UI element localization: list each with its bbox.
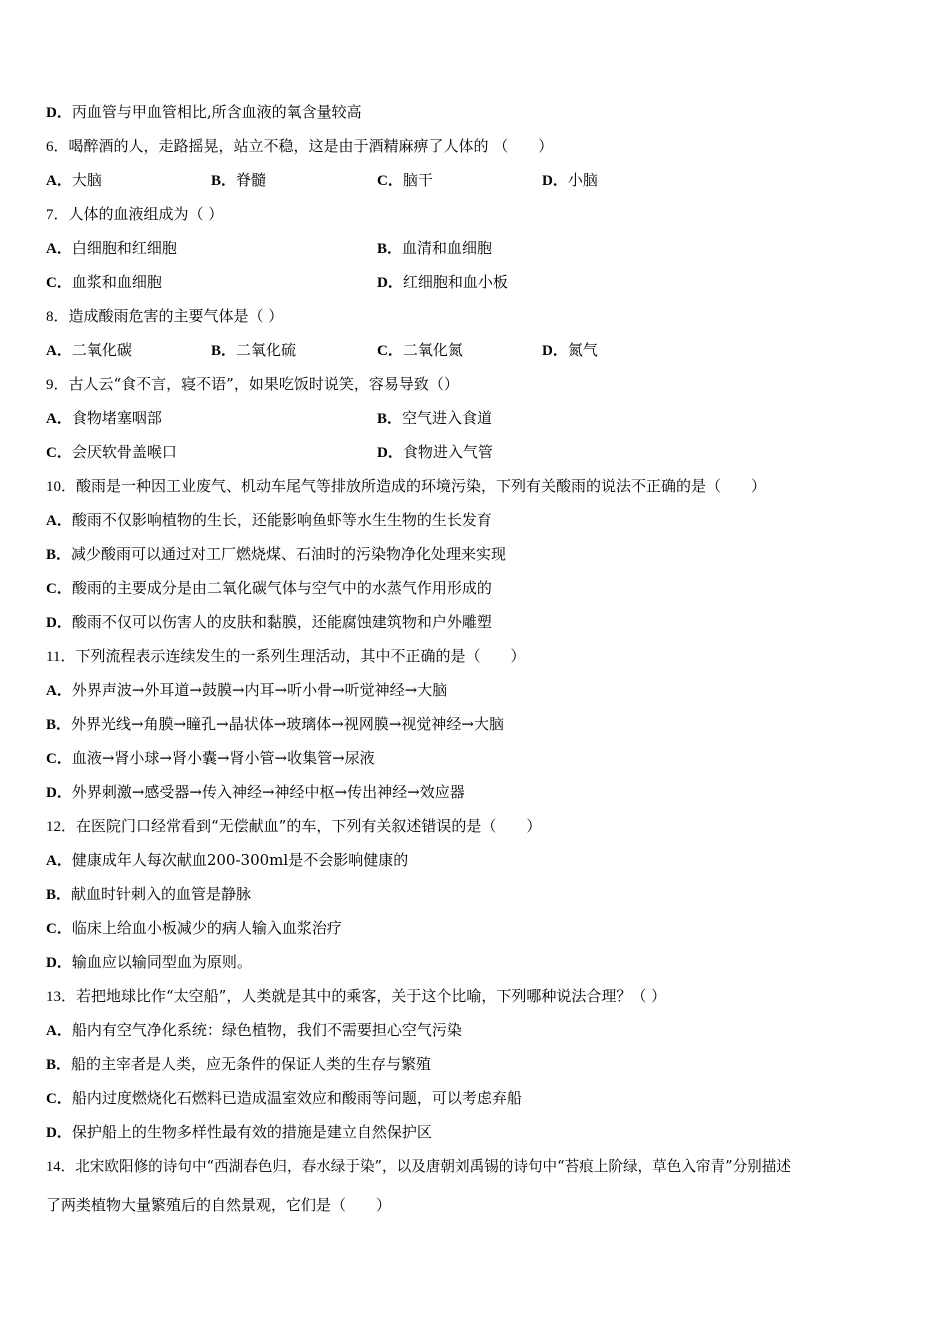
question-number: 14． <box>46 1159 76 1175</box>
option-letter: B． <box>377 411 403 427</box>
q10-option-b <box>46 544 506 565</box>
option-text: 酸雨的主要成分是由二氧化碳气体与空气中的水蒸气作用形成的 <box>71 579 492 597</box>
option-text: 健康成年人每次献血200-300ml是不会影响健康的 <box>71 851 409 869</box>
q12-option-d <box>46 952 252 973</box>
option-letter: B． <box>377 241 403 257</box>
option-letter: B． <box>46 887 72 903</box>
question-text: 造成酸雨危害的主要气体是（ ） <box>68 307 284 325</box>
option-text: 船内过度燃烧化石燃料已造成温室效应和酸雨等问题，可以考虑弃船 <box>71 1089 522 1107</box>
option-text: 酸雨不仅可以伤害人的皮肤和黏膜，还能腐蚀建筑物和户外雕塑 <box>71 613 492 631</box>
question-9 <box>46 374 459 395</box>
option-text: 外界声波→外耳道→鼓膜→内耳→听小骨→听觉神经→大脑 <box>71 681 448 699</box>
question-text: 下列流程表示连续发生的一系列生理活动，其中不正确的是（ ） <box>75 647 526 665</box>
option-letter: A． <box>46 513 72 529</box>
option-letter: A． <box>46 683 72 699</box>
q10-option-d <box>46 612 492 633</box>
option-letter: B． <box>211 343 237 359</box>
q6-option-a <box>46 170 102 191</box>
question-text: 若把地球比作“太空船”，人类就是其中的乘客，关于这个比喻，下列哪种说法合理？（ ） <box>76 987 667 1005</box>
question-text: 喝醉酒的人，走路摇晃，站立不稳，这是由于酒精麻痹了人体的 （ ） <box>68 137 554 155</box>
question-12 <box>46 816 541 837</box>
question-number: 7． <box>46 207 69 223</box>
q13-option-a <box>46 1020 462 1041</box>
option-letter: D． <box>46 105 72 121</box>
option-letter: C． <box>377 173 403 189</box>
option-text: 丙血管与甲血管相比,所含血液的氧含量较高 <box>71 103 362 121</box>
q9-option-a <box>46 408 162 429</box>
q8-option-c <box>377 340 463 361</box>
q7-option-b <box>377 238 492 259</box>
option-text: 食物进入气管 <box>402 443 493 461</box>
q8-option-d <box>542 340 598 361</box>
option-text: 外界光线→角膜→瞳孔→晶状体→玻璃体→视网膜→视觉神经→大脑 <box>71 715 504 733</box>
option-letter: D． <box>377 275 403 291</box>
option-text: 食物堵塞咽部 <box>71 409 162 427</box>
option-d-prev <box>46 102 362 123</box>
option-letter: B． <box>46 1057 72 1073</box>
option-text: 血清和血细胞 <box>402 239 493 257</box>
q12-option-b <box>46 884 251 905</box>
option-text: 白细胞和红细胞 <box>71 239 177 257</box>
option-letter: A． <box>46 173 72 189</box>
option-letter: C． <box>46 751 72 767</box>
q11-option-a <box>46 680 447 701</box>
option-letter: D． <box>46 1125 72 1141</box>
q9-option-c <box>46 442 177 463</box>
question-14-continued <box>46 1195 391 1215</box>
q11-option-d <box>46 782 465 803</box>
question-text: 在医院门口经常看到“无偿献血”的车，下列有关叙述错误的是（ ） <box>76 817 542 835</box>
q11-option-c <box>46 748 375 769</box>
option-text: 外界刺激→感受器→传入神经→神经中枢→传出神经→效应器 <box>71 783 465 801</box>
q8-option-b <box>211 340 296 361</box>
option-letter: D． <box>46 785 72 801</box>
option-letter: A． <box>46 853 72 869</box>
option-text: 脊髓 <box>236 171 267 189</box>
option-text: 保护船上的生物多样性最有效的措施是建立自然保护区 <box>71 1123 432 1141</box>
question-text: 人体的血液组成为（ ） <box>68 205 224 223</box>
question-number: 9． <box>46 377 69 393</box>
q13-option-c <box>46 1088 522 1109</box>
option-text: 输血应以输同型血为原则。 <box>71 953 252 971</box>
option-letter: C． <box>46 275 72 291</box>
option-text: 脑干 <box>402 171 433 189</box>
option-text: 二氧化硫 <box>236 341 297 359</box>
q7-option-c <box>46 272 162 293</box>
option-text: 船的主宰者是人类，应无条件的保证人类的生存与繁殖 <box>71 1055 432 1073</box>
question-text: 北宋欧阳修的诗句中“西湖春色归，春水绿于染”，以及唐朝刘禹锡的诗句中“苔痕上阶绿，草色入帘青”分别描述 <box>75 1158 791 1175</box>
option-letter: D． <box>46 615 72 631</box>
q12-option-c <box>46 918 342 939</box>
question-6 <box>46 136 553 157</box>
q7-option-d <box>377 272 508 293</box>
option-letter: C． <box>46 1091 72 1107</box>
q10-option-a <box>46 510 492 531</box>
option-letter: D． <box>542 173 568 189</box>
question-11 <box>46 646 525 667</box>
question-number: 8． <box>46 309 69 325</box>
question-14 <box>46 1157 791 1177</box>
question-number: 6． <box>46 139 69 155</box>
option-letter: C． <box>46 581 72 597</box>
option-text: 船内有空气净化系统：绿色植物，我们不需要担心空气污染 <box>71 1021 462 1039</box>
q6-option-b <box>211 170 266 191</box>
question-number: 12． <box>46 819 77 835</box>
option-letter: B． <box>46 547 72 563</box>
option-letter: A． <box>46 343 72 359</box>
question-number: 10． <box>46 479 77 495</box>
option-text: 临床上给血小板减少的病人输入血浆治疗 <box>71 919 342 937</box>
option-text: 酸雨不仅影响植物的生长，还能影响鱼虾等水生生物的生长发育 <box>71 511 492 529</box>
option-letter: A． <box>46 411 72 427</box>
question-text: 了两类植物大量繁殖后的自然景观，它们是（ ） <box>46 1196 392 1214</box>
option-text: 红细胞和血小板 <box>402 273 508 291</box>
q13-option-b <box>46 1054 431 1075</box>
option-letter: B． <box>211 173 237 189</box>
option-letter: D． <box>542 343 568 359</box>
question-text: 古人云“食不言，寝不语”，如果吃饭时说笑，容易导致（） <box>68 375 459 393</box>
option-letter: A． <box>46 1023 72 1039</box>
question-13 <box>46 986 666 1007</box>
option-text: 大脑 <box>71 171 102 189</box>
option-text: 会厌软骨盖喉口 <box>71 443 177 461</box>
option-text: 二氧化氮 <box>402 341 463 359</box>
option-text: 减少酸雨可以通过对工厂燃烧煤、石油时的污染物净化处理来实现 <box>71 545 507 563</box>
q9-option-b <box>377 408 492 429</box>
option-text: 空气进入食道 <box>402 409 493 427</box>
q13-option-d <box>46 1122 432 1143</box>
q11-option-b <box>46 714 504 735</box>
question-number: 11． <box>46 649 76 665</box>
q6-option-c <box>377 170 433 191</box>
option-letter: D． <box>46 955 72 971</box>
option-letter: C． <box>46 445 72 461</box>
option-text: 氮气 <box>567 341 598 359</box>
option-letter: B． <box>46 717 72 733</box>
q12-option-a <box>46 850 408 871</box>
option-text: 小脑 <box>567 171 598 189</box>
q7-option-a <box>46 238 177 259</box>
question-number: 13． <box>46 989 77 1005</box>
option-letter: D． <box>377 445 403 461</box>
option-text: 血浆和血细胞 <box>71 273 162 291</box>
option-letter: C． <box>377 343 403 359</box>
question-10 <box>46 476 766 497</box>
q10-option-c <box>46 578 492 599</box>
option-text: 献血时针刺入的血管是静脉 <box>71 885 252 903</box>
option-text: 二氧化碳 <box>71 341 132 359</box>
q6-option-d <box>542 170 598 191</box>
option-letter: C． <box>46 921 72 937</box>
q8-option-a <box>46 340 132 361</box>
question-8 <box>46 306 283 327</box>
option-text: 血液→肾小球→肾小囊→肾小管→收集管→尿液 <box>71 749 375 767</box>
question-7 <box>46 204 223 225</box>
question-text: 酸雨是一种因工业废气、机动车尾气等排放所造成的环境污染，下列有关酸雨的说法不正确的是（ ） <box>76 477 767 495</box>
q9-option-d <box>377 442 493 463</box>
option-letter: A． <box>46 241 72 257</box>
